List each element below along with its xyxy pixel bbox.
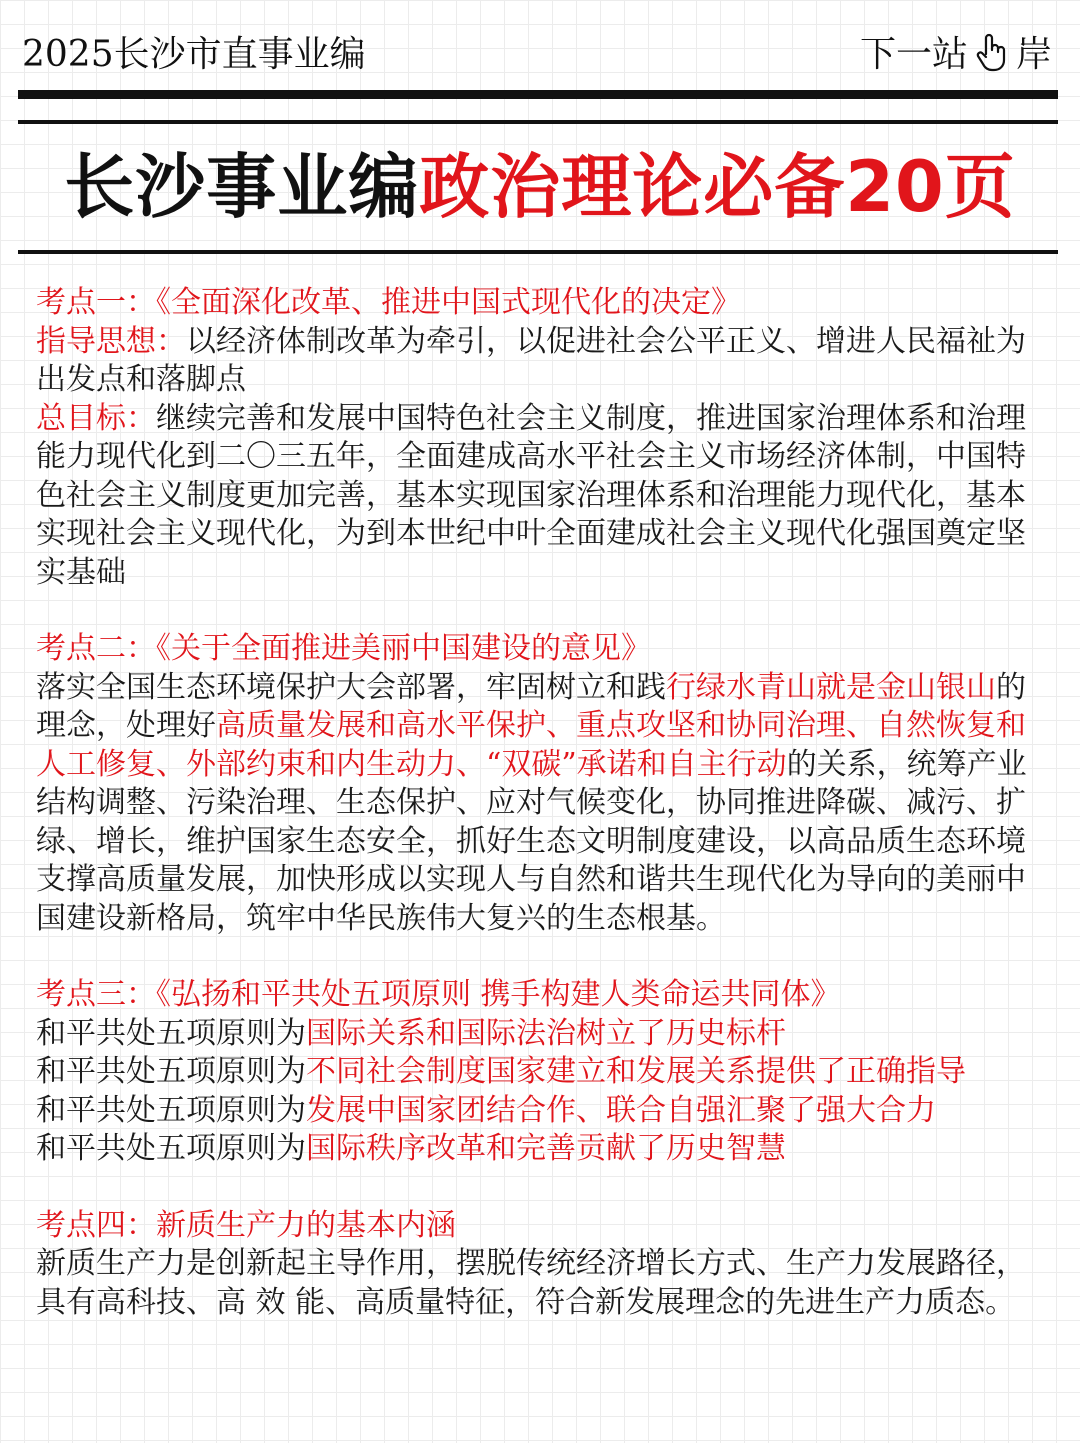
- pointing-hand-icon: [974, 32, 1010, 72]
- header-brand: [860, 26, 1052, 77]
- body-text: 落实全国生态环境保护大会部署，牢固树立和践: [36, 669, 666, 705]
- content: [36, 284, 1044, 1322]
- principle-line: [36, 1053, 1044, 1092]
- section-1: [36, 284, 1044, 592]
- section-body: [36, 669, 1044, 939]
- goal-text: 继续完善和发展中国特色社会主义制度，推进国家治理体系和治理能力现代化到二〇三五年，全面建成高水平社会主义市场经济体制，中国特色社会主义制度更加完善，基本实现国家治理体系和治理能力现代化，基本实现社会主义现代化，为到本世纪中叶全面建成社会主义现代化强国奠定坚实基础: [36, 400, 1026, 590]
- principle-prefix: 和平共处五项原则为: [36, 1131, 306, 1166]
- principle-highlight: 发展中国家团结合作、联合自强汇聚了强大合力: [306, 1092, 936, 1128]
- highlight-text: 高质量发展和高水平保护、重点攻坚和协同治理、自然恢复和人工修复、外部约束和内生动力、“双碳”承诺和自主行动: [36, 708, 1026, 782]
- header-title: 2025长沙市直事业编: [22, 34, 366, 75]
- page-title: [0, 142, 1080, 232]
- section-2: [36, 630, 1044, 938]
- header-divider-thin: [18, 120, 1058, 124]
- header-divider-thick: [18, 90, 1058, 99]
- goal-label: 总目标：: [36, 400, 156, 436]
- section-heading: 考点一：《全面深化改革、推进中国式现代化的决定》: [36, 285, 741, 320]
- brand-text-2: 岸: [1015, 34, 1052, 75]
- section-4: [36, 1207, 1044, 1323]
- principle-highlight: 国际关系和国际法治树立了历史标杆: [306, 1015, 786, 1051]
- section-heading: 考点三：《弘扬和平共处五项原则 携手构建人类命运共同体》: [36, 977, 841, 1012]
- title-black-part: 长沙事业编: [64, 146, 420, 228]
- guide-paragraph: [36, 323, 1044, 400]
- header: [22, 22, 1052, 78]
- section-body: 新质生产力是创新起主导作用，摆脱传统经济增长方式、生产力发展路径，具有高科技、高 效 能、高质量特征，符合新发展理念的先进生产力质态。: [36, 1246, 1026, 1320]
- principle-highlight: 国际秩序改革和完善贡献了历史智慧: [306, 1131, 786, 1166]
- principle-prefix: 和平共处五项原则为: [36, 1092, 306, 1128]
- brand-text-1: 下一站: [859, 34, 968, 75]
- body-text: 的关系，统筹产业结构调整、污染治理、生态保护、应对气候变化，协同推进降碳、减污、扩绿、增长，维护国家生态安全，抓好生态文明制度建设，以高品质生态环境支撑高质量发展，加快形成以实现人与自然和谐共生现代化为导向的美丽中国建设新格局，筑牢中华民族伟大复兴的生态根基。: [36, 746, 1027, 936]
- principle-line: [36, 1130, 1044, 1169]
- guide-text: 以经济体制改革为牵引，以促进社会公平正义、增进人民福祉为出发点和落脚点: [36, 323, 1026, 397]
- section-heading: 考点四：新质生产力的基本内涵: [36, 1207, 456, 1243]
- title-divider: [18, 250, 1058, 254]
- goal-paragraph: [36, 400, 1044, 593]
- section-heading: 考点二：《关于全面推进美丽中国建设的意见》: [36, 631, 651, 666]
- body-text: 的理念，处理好: [36, 669, 1026, 743]
- principle-prefix: 和平共处五项原则为: [36, 1015, 306, 1051]
- highlight-text: 行绿水青山就是金山银山: [666, 669, 996, 705]
- principle-prefix: 和平共处五项原则为: [36, 1054, 306, 1089]
- title-red-part: 政治理论必备20页: [419, 146, 1016, 228]
- principle-highlight: 不同社会制度国家建立和发展关系提供了正确指导: [306, 1054, 966, 1089]
- guide-label: 指导思想：: [36, 323, 186, 359]
- section-3: [36, 976, 1044, 1169]
- principle-line: [36, 1092, 1044, 1131]
- principle-line: [36, 1015, 1044, 1054]
